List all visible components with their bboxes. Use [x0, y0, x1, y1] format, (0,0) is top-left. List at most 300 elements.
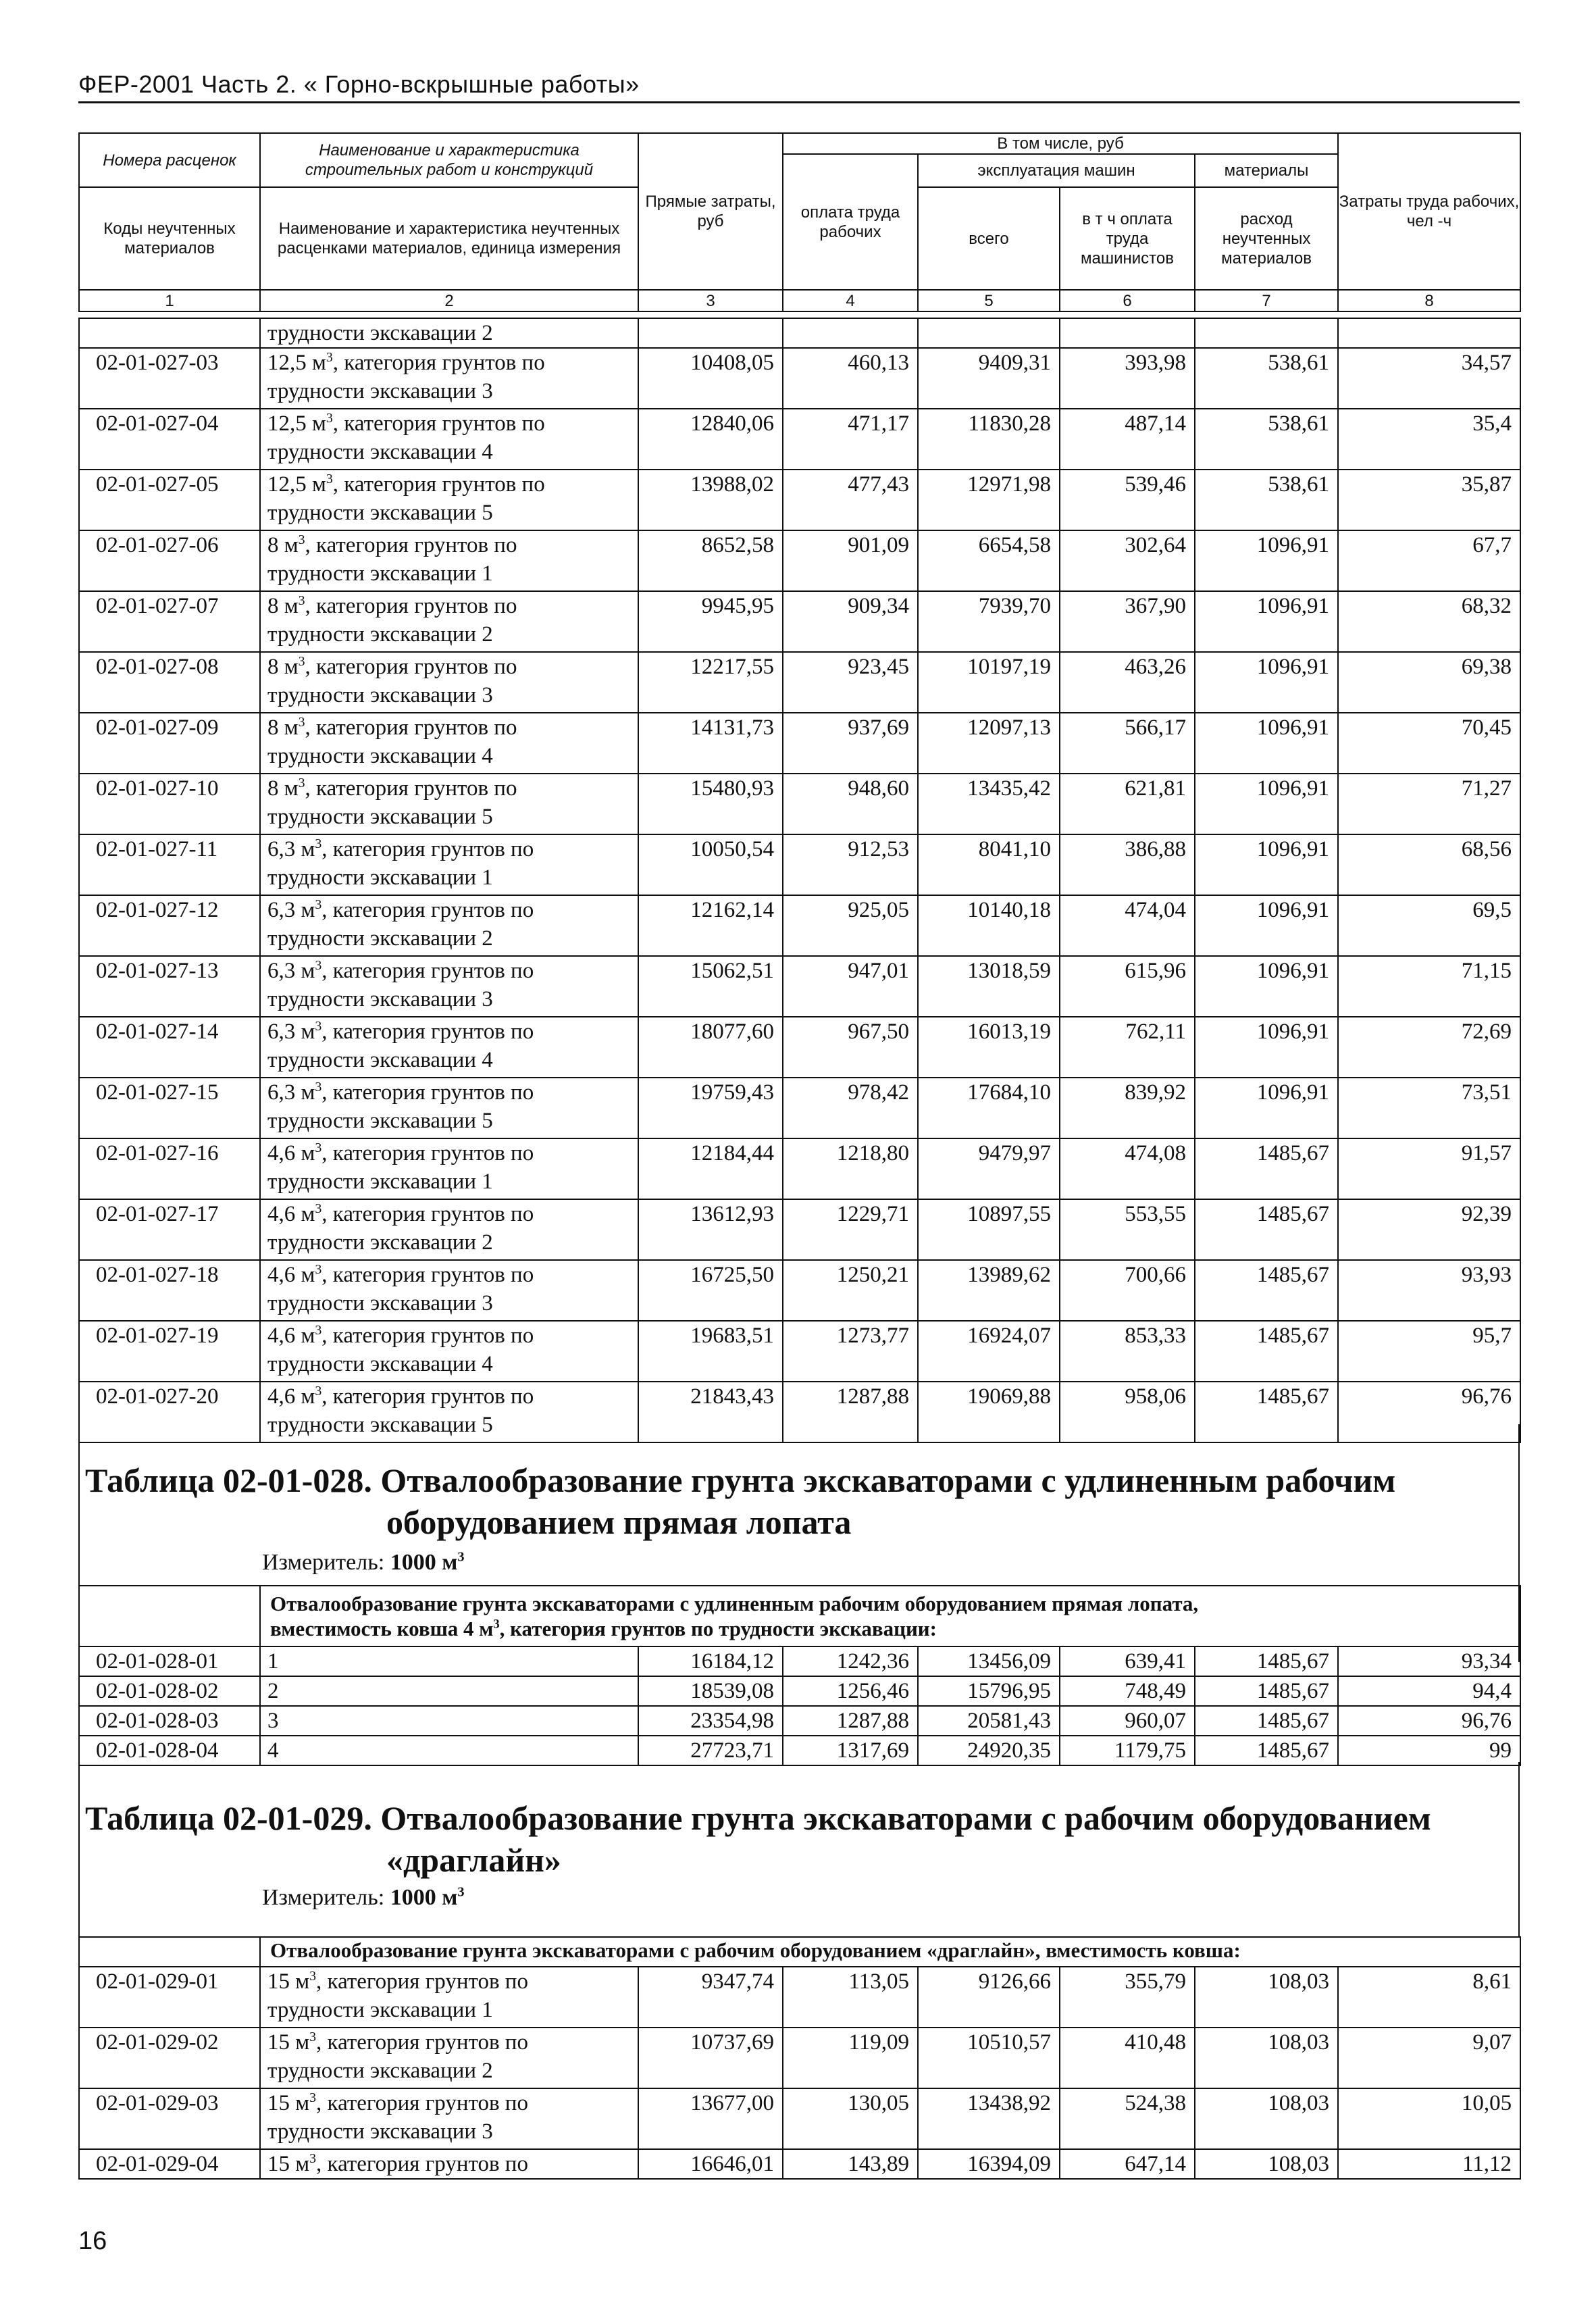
description-line2: трудности экскавации 3 — [267, 379, 493, 403]
row-name-continued: трудности экскавации 2 — [260, 318, 638, 348]
cell-c8: 69,38 — [1338, 652, 1520, 713]
rate-code: 02-01-027-20 — [79, 1382, 260, 1442]
cell-c5: 13018,59 — [918, 956, 1060, 1017]
table-row — [79, 1138, 1520, 1199]
cell-c3: 10050,54 — [638, 834, 783, 895]
category-number: 4 — [260, 1736, 638, 1765]
cell-c7: 1096,91 — [1195, 1017, 1338, 1078]
description-rest: , категория грунтов по — [321, 837, 534, 861]
cubic-superscript: 3 — [315, 1080, 322, 1095]
work-description — [260, 1199, 638, 1260]
table-029-measure — [262, 1885, 465, 1911]
cell-c6: 553,55 — [1060, 1199, 1195, 1260]
cell-c3: 12162,14 — [638, 895, 783, 956]
col-work-name-header: Наименование и характеристика строительных работ и конструкций — [260, 133, 638, 187]
description-line2: трудности экскавации 5 — [267, 501, 493, 525]
cell-c6: 647,14 — [1060, 2149, 1195, 2179]
description-volume: 6,3 м — [267, 1080, 315, 1105]
column-number: 7 — [1195, 290, 1338, 311]
cell-c4: 143,89 — [783, 2149, 918, 2179]
cell-c8: 34,57 — [1338, 348, 1520, 409]
cell-c4: 925,05 — [783, 895, 918, 956]
cell-c8: 72,69 — [1338, 1017, 1520, 1078]
cubic-superscript: 3 — [315, 1019, 322, 1034]
description-line2: трудности экскавации 3 — [267, 1291, 493, 1315]
rate-code: 02-01-027-11 — [79, 834, 260, 895]
work-description — [260, 409, 638, 470]
cubic-superscript: 3 — [315, 1201, 322, 1216]
cell-c3: 12840,06 — [638, 409, 783, 470]
table-row — [79, 774, 1520, 834]
cubic-superscript: 3 — [315, 1140, 322, 1155]
cell-c7: 538,61 — [1195, 470, 1338, 530]
cell-c4: 909,34 — [783, 591, 918, 652]
cubic-superscript: 3 — [493, 1617, 500, 1632]
description-line1: Отвалообразование грунта экскаваторами с удлиненным рабочим оборудованием прямая лопата, — [270, 1592, 1199, 1615]
cell-c6: 463,26 — [1060, 652, 1195, 713]
rate-code: 02-01-028-02 — [79, 1676, 260, 1706]
cell-c8: 91,57 — [1338, 1138, 1520, 1199]
work-description — [260, 348, 638, 409]
cell-c7: 1485,67 — [1195, 1676, 1338, 1706]
cell-c8: 11,12 — [1338, 2149, 1520, 2179]
cell-c8: 71,15 — [1338, 956, 1520, 1017]
table-028-description-row — [79, 1586, 1520, 1646]
cubic-superscript: 3 — [326, 411, 333, 426]
description-line2: трудности экскавации 1 — [267, 1998, 493, 2022]
description-volume: 12,5 м — [267, 351, 326, 375]
cell-c6: 615,96 — [1060, 956, 1195, 1017]
cell-c4: 460,13 — [783, 348, 918, 409]
description-rest: , категория грунтов по — [321, 1202, 534, 1226]
table-row — [79, 1706, 1520, 1736]
cell-c8: 68,56 — [1338, 834, 1520, 895]
cell-c5: 10197,19 — [918, 652, 1060, 713]
description-line2: трудности экскавации 3 — [267, 683, 493, 707]
category-number: 1 — [260, 1646, 638, 1676]
cell-c7: 1096,91 — [1195, 713, 1338, 774]
table-028-title — [85, 1459, 1503, 1543]
cell-c7: 1096,91 — [1195, 591, 1338, 652]
cell-c5: 17684,10 — [918, 1078, 1060, 1138]
cell-c3: 15480,93 — [638, 774, 783, 834]
table-029-description: Отвалообразование грунта экскаваторами с рабочим оборудованием «драглайн», вместимость ковша: — [260, 1937, 1520, 1967]
column-number: 5 — [918, 290, 1060, 311]
description-rest: , категория грунтов по — [305, 655, 517, 679]
cell-c5: 24920,35 — [918, 1736, 1060, 1765]
cell-c6: 524,38 — [1060, 2088, 1195, 2149]
cell-c8: 67,7 — [1338, 530, 1520, 591]
cell-c7: 108,03 — [1195, 2149, 1338, 2179]
cell-c4: 948,60 — [783, 774, 918, 834]
description-volume: 12,5 м — [267, 411, 326, 436]
col-direct-costs-header: Прямые затраты, руб — [638, 133, 783, 290]
cell-c6: 1179,75 — [1060, 1736, 1195, 1765]
cubic-superscript: 3 — [315, 1384, 322, 1399]
cell-c4: 1242,36 — [783, 1646, 918, 1676]
category-number: 3 — [260, 1706, 638, 1736]
description-rest: , категория грунтов по — [332, 472, 545, 497]
cell-c7: 1485,67 — [1195, 1199, 1338, 1260]
cell-c4: 923,45 — [783, 652, 918, 713]
cubic-superscript: 3 — [457, 1884, 465, 1900]
description-rest: , категория грунтов по — [321, 1384, 534, 1409]
table-row — [79, 470, 1520, 530]
rate-code: 02-01-027-09 — [79, 713, 260, 774]
work-description — [260, 470, 638, 530]
table-027-rows — [78, 318, 1521, 1443]
cell-c4: 967,50 — [783, 1017, 918, 1078]
column-number: 6 — [1060, 290, 1195, 311]
description-line2: трудности экскавации 2 — [267, 926, 493, 951]
measure-value: 1000 м — [390, 1885, 458, 1910]
table-028-description — [260, 1586, 1520, 1646]
cell-c3: 12184,44 — [638, 1138, 783, 1199]
table-row — [79, 1078, 1520, 1138]
cell-c3: 21843,43 — [638, 1382, 783, 1442]
cell-c5: 9126,66 — [918, 1967, 1060, 2028]
cell-c3: 18539,08 — [638, 1676, 783, 1706]
description-volume: 4,6 м — [267, 1263, 315, 1287]
description-line2: трудности экскавации 1 — [267, 561, 493, 586]
cell-c5: 13438,92 — [918, 2088, 1060, 2149]
cell-c7: 1485,67 — [1195, 1260, 1338, 1321]
description-rest: , категория грунтов по — [332, 411, 545, 436]
cubic-superscript: 3 — [309, 2090, 317, 2105]
col-material-codes-header: Коды неучтенных материалов — [79, 187, 260, 290]
table-028-title-line2: оборудованием прямая лопата — [386, 1503, 852, 1541]
cell-c8: 35,4 — [1338, 409, 1520, 470]
rate-code: 02-01-029-03 — [79, 2088, 260, 2149]
cell-c8: 95,7 — [1338, 1321, 1520, 1382]
description-line2: трудности экскавации 3 — [267, 2119, 493, 2144]
column-number-row — [79, 290, 1520, 311]
cell-c3: 19759,43 — [638, 1078, 783, 1138]
category-number: 2 — [260, 1676, 638, 1706]
table-029-title-line2: «драглайн» — [386, 1841, 561, 1879]
description-line2: трудности экскавации 1 — [267, 865, 493, 890]
description-line2: трудности экскавации 4 — [267, 1048, 493, 1072]
cell-c6: 960,07 — [1060, 1706, 1195, 1736]
cell-c7: 108,03 — [1195, 2028, 1338, 2088]
description-volume: 12,5 м — [267, 472, 326, 497]
cell-c4: 937,69 — [783, 713, 918, 774]
work-description — [260, 1967, 638, 2028]
cell-c6: 474,04 — [1060, 895, 1195, 956]
cell-c4: 1287,88 — [783, 1382, 918, 1442]
cell-c6: 700,66 — [1060, 1260, 1195, 1321]
cell-c5: 9479,97 — [918, 1138, 1060, 1199]
cell-c7: 1485,67 — [1195, 1736, 1338, 1765]
rate-code: 02-01-027-04 — [79, 409, 260, 470]
cell-c5: 9409,31 — [918, 348, 1060, 409]
cell-c8: 99 — [1338, 1736, 1520, 1765]
table-row — [79, 956, 1520, 1017]
cell-c7: 1485,67 — [1195, 1646, 1338, 1676]
cubic-superscript: 3 — [315, 1262, 322, 1277]
description-rest: , категория грунтов по — [316, 2091, 528, 2115]
cell-c4: 471,17 — [783, 409, 918, 470]
description-rest: , категория грунтов по — [305, 776, 517, 801]
cell-c6: 367,90 — [1060, 591, 1195, 652]
cell-c4: 1250,21 — [783, 1260, 918, 1321]
cubic-superscript: 3 — [309, 2151, 317, 2166]
cubic-superscript: 3 — [326, 350, 333, 365]
cell-c7: 1096,91 — [1195, 652, 1338, 713]
work-description — [260, 530, 638, 591]
column-header-table — [78, 132, 1521, 312]
table-row — [79, 1967, 1520, 2028]
table-029-title — [85, 1797, 1503, 1881]
table-row — [79, 713, 1520, 774]
cell-c4: 113,05 — [783, 1967, 918, 2028]
description-rest: , категория грунтов по — [316, 1969, 528, 1994]
cell-c6: 621,81 — [1060, 774, 1195, 834]
cell-c8: 68,32 — [1338, 591, 1520, 652]
description-volume: 4,6 м — [267, 1141, 315, 1165]
table-row — [79, 2088, 1520, 2149]
cubic-superscript: 3 — [298, 593, 305, 608]
cell-c7: 538,61 — [1195, 409, 1338, 470]
table-028-rows — [78, 1585, 1521, 1766]
cell-c6: 853,33 — [1060, 1321, 1195, 1382]
table-row — [79, 409, 1520, 470]
description-line2: трудности экскавации 4 — [267, 1352, 493, 1376]
description-volume: 8 м — [267, 776, 299, 801]
rate-code: 02-01-027-14 — [79, 1017, 260, 1078]
cell-c5: 12971,98 — [918, 470, 1060, 530]
cell-c4: 978,42 — [783, 1078, 918, 1138]
cell-c7: 1485,67 — [1195, 1138, 1338, 1199]
work-description — [260, 1078, 638, 1138]
cell-c7: 538,61 — [1195, 348, 1338, 409]
cell-c6: 355,79 — [1060, 1967, 1195, 2028]
table-029-description-row — [79, 1937, 1520, 1967]
rate-code: 02-01-027-10 — [79, 774, 260, 834]
cell-c5: 12097,13 — [918, 713, 1060, 774]
cell-c3: 16184,12 — [638, 1646, 783, 1676]
cubic-superscript: 3 — [315, 1323, 322, 1338]
col-labor-costs-header: Затраты труда рабочих, чел -ч — [1338, 133, 1520, 290]
description-volume: 8 м — [267, 594, 299, 618]
description-line2: трудности экскавации 2 — [267, 622, 493, 647]
cell-c5: 8041,10 — [918, 834, 1060, 895]
column-number: 2 — [260, 290, 638, 311]
cell-c6: 839,92 — [1060, 1078, 1195, 1138]
work-description — [260, 1321, 638, 1382]
description-rest: , категория грунтов по — [321, 959, 534, 983]
cell-c8: 73,51 — [1338, 1078, 1520, 1138]
cell-c7: 1096,91 — [1195, 895, 1338, 956]
description-volume: 4,6 м — [267, 1202, 315, 1226]
cell-c5: 11830,28 — [918, 409, 1060, 470]
description-volume: 4,6 м — [267, 1324, 315, 1348]
description-line2: трудности экскавации 1 — [267, 1169, 493, 1194]
table-row — [79, 895, 1520, 956]
cell-c7: 1096,91 — [1195, 834, 1338, 895]
cubic-superscript: 3 — [298, 715, 305, 730]
cubic-superscript: 3 — [298, 654, 305, 669]
rate-code: 02-01-029-01 — [79, 1967, 260, 2028]
description-rest: , категория грунтов по — [305, 715, 517, 740]
cell-c5: 10140,18 — [918, 895, 1060, 956]
cell-c6: 762,11 — [1060, 1017, 1195, 1078]
col-machines-header: эксплуатация машин — [918, 154, 1195, 187]
table-row — [79, 1736, 1520, 1765]
description-line2: трудности экскавации 5 — [267, 805, 493, 829]
work-description — [260, 956, 638, 1017]
description-rest: , категория грунтов по — [321, 1080, 534, 1105]
description-line2: трудности экскавации 3 — [267, 987, 493, 1011]
description-line2b: , категория грунтов по трудности экскавации: — [499, 1617, 937, 1640]
cell-c6: 302,64 — [1060, 530, 1195, 591]
rate-code: 02-01-027-17 — [79, 1199, 260, 1260]
col-material-names-header: Наименование и характеристика неучтенных расценками материалов, единица измерения — [260, 187, 638, 290]
cell-c5: 19069,88 — [918, 1382, 1060, 1442]
table-row — [79, 1199, 1520, 1260]
cell-c3: 13677,00 — [638, 2088, 783, 2149]
description-volume: 15 м — [267, 1969, 310, 1994]
table-028-measure — [262, 1550, 465, 1576]
work-description — [260, 895, 638, 956]
cell-c6: 410,48 — [1060, 2028, 1195, 2088]
rate-code: 02-01-027-13 — [79, 956, 260, 1017]
cell-c6: 566,17 — [1060, 713, 1195, 774]
frame-right-029 — [1518, 1762, 1520, 1938]
cell-c6: 539,46 — [1060, 470, 1195, 530]
work-description — [260, 834, 638, 895]
description-volume: 15 м — [267, 2152, 310, 2176]
cell-c5: 10510,57 — [918, 2028, 1060, 2088]
work-description — [260, 591, 638, 652]
table-row — [79, 834, 1520, 895]
description-line2: трудности экскавации 2 — [267, 1230, 493, 1255]
cell-c5: 20581,43 — [918, 1706, 1060, 1736]
description-line2: трудности экскавации 4 — [267, 440, 493, 464]
cubic-superscript: 3 — [298, 532, 305, 547]
description-rest: , категория грунтов по — [305, 594, 517, 618]
work-description — [260, 1017, 638, 1078]
cell-c7: 1096,91 — [1195, 530, 1338, 591]
description-rest: , категория грунтов по — [321, 1324, 534, 1348]
cell-c3: 9945,95 — [638, 591, 783, 652]
cell-c3: 13612,93 — [638, 1199, 783, 1260]
cell-c8: 92,39 — [1338, 1199, 1520, 1260]
rate-code: 02-01-027-05 — [79, 470, 260, 530]
description-rest: , категория грунтов по — [316, 2152, 528, 2176]
column-number: 8 — [1338, 290, 1520, 311]
cell-c4: 912,53 — [783, 834, 918, 895]
description-volume: 15 м — [267, 2091, 310, 2115]
cell-c8: 9,07 — [1338, 2028, 1520, 2088]
cell-c6: 386,88 — [1060, 834, 1195, 895]
table-row — [79, 1382, 1520, 1442]
cubic-superscript: 3 — [298, 776, 305, 790]
table-row — [79, 591, 1520, 652]
work-description — [260, 1138, 638, 1199]
description-volume: 15 м — [267, 2030, 310, 2055]
description-rest: , категория грунтов по — [305, 533, 517, 557]
description-line2: трудности экскавации 5 — [267, 1413, 493, 1437]
work-description — [260, 1382, 638, 1442]
description-line2: трудности экскавации 4 — [267, 744, 493, 768]
table-row — [79, 2028, 1520, 2088]
cubic-superscript: 3 — [457, 1549, 465, 1565]
work-description — [260, 1260, 638, 1321]
description-volume: 6,3 м — [267, 1020, 315, 1044]
measure-value: 1000 м — [390, 1550, 458, 1575]
cell-c3: 16725,50 — [638, 1260, 783, 1321]
table-row — [79, 2149, 1520, 2179]
description-rest: , категория грунтов по — [321, 898, 534, 922]
description-volume: 8 м — [267, 715, 299, 740]
description-line2a: вместимость ковша 4 м — [270, 1617, 494, 1640]
cell-c5: 13435,42 — [918, 774, 1060, 834]
description-volume: 4,6 м — [267, 1384, 315, 1409]
cell-c4: 119,09 — [783, 2028, 918, 2088]
cell-c7: 108,03 — [1195, 1967, 1338, 2028]
column-number: 1 — [79, 290, 260, 311]
cell-c4: 901,09 — [783, 530, 918, 591]
cell-c7: 1096,91 — [1195, 774, 1338, 834]
cubic-superscript: 3 — [309, 1969, 317, 1984]
cell-c4: 1317,69 — [783, 1736, 918, 1765]
rate-code: 02-01-029-02 — [79, 2028, 260, 2088]
cell-c3: 15062,51 — [638, 956, 783, 1017]
rate-code: 02-01-027-03 — [79, 348, 260, 409]
cell-c5: 13456,09 — [918, 1646, 1060, 1676]
work-description — [260, 713, 638, 774]
cell-c3: 23354,98 — [638, 1706, 783, 1736]
cell-c7: 1485,67 — [1195, 1706, 1338, 1736]
cell-c3: 16646,01 — [638, 2149, 783, 2179]
table-row — [79, 652, 1520, 713]
description-volume: 6,3 м — [267, 959, 315, 983]
description-volume: 8 м — [267, 655, 299, 679]
rate-code: 02-01-027-08 — [79, 652, 260, 713]
table-029-title-line1: Таблица 02-01-029. Отвалообразование грунта экскаваторами с рабочим оборудованием — [85, 1799, 1431, 1837]
cell-c3: 14131,73 — [638, 713, 783, 774]
cubic-superscript: 3 — [326, 472, 333, 486]
description-rest: , категория грунтов по — [321, 1141, 534, 1165]
col-materials-header: материалы — [1195, 154, 1338, 187]
col-machines-total-header: всего — [918, 187, 1060, 290]
cell-c4: 477,43 — [783, 470, 918, 530]
cell-c3: 27723,71 — [638, 1736, 783, 1765]
cell-c7: 1485,67 — [1195, 1382, 1338, 1442]
rate-code: 02-01-028-03 — [79, 1706, 260, 1736]
work-description — [260, 774, 638, 834]
cubic-superscript: 3 — [315, 958, 322, 973]
table-row — [79, 1646, 1520, 1676]
cell-c5: 16013,19 — [918, 1017, 1060, 1078]
cell-c6: 958,06 — [1060, 1382, 1195, 1442]
measure-label: Измеритель: — [262, 1885, 390, 1910]
cell-c5: 16924,07 — [918, 1321, 1060, 1382]
column-number: 3 — [638, 290, 783, 311]
description-rest: , категория грунтов по — [332, 351, 545, 375]
cell-c6: 487,14 — [1060, 409, 1195, 470]
cell-c8: 94,4 — [1338, 1676, 1520, 1706]
description-volume: 6,3 м — [267, 837, 315, 861]
description-volume: 8 м — [267, 533, 299, 557]
cell-c4: 1256,46 — [783, 1676, 918, 1706]
work-description — [260, 2088, 638, 2149]
cubic-superscript: 3 — [315, 836, 322, 851]
rate-code: 02-01-027-12 — [79, 895, 260, 956]
rate-code: 02-01-027-15 — [79, 1078, 260, 1138]
rate-code: 02-01-027-18 — [79, 1260, 260, 1321]
